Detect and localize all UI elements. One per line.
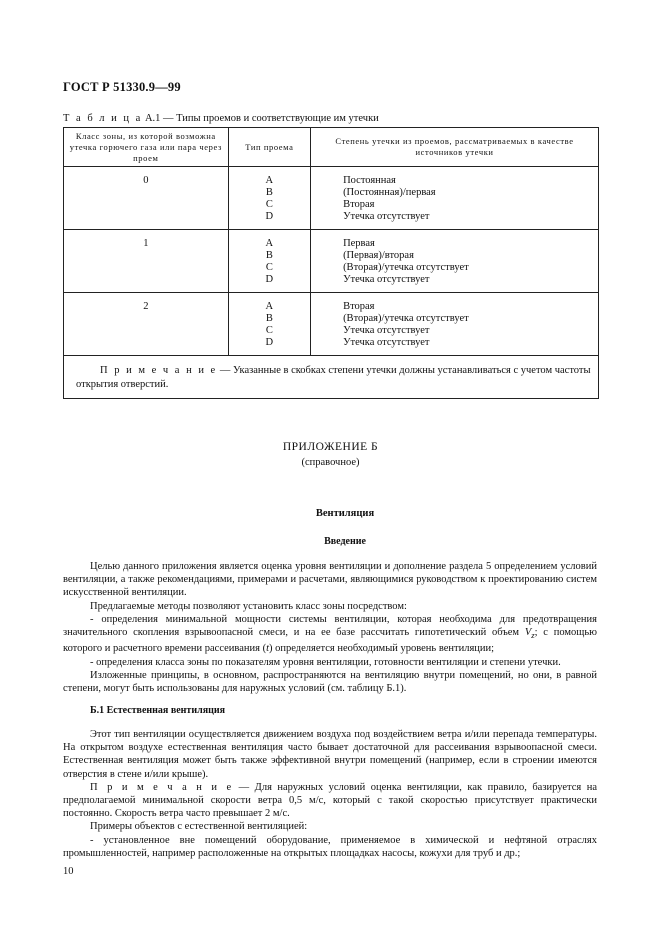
table-row bbox=[64, 293, 599, 356]
note-label: П р и м е ч а н и е bbox=[90, 781, 234, 793]
paragraph-part: ; с помощью которого и расчетного времени рассеивания ( bbox=[63, 627, 597, 655]
type-item: A bbox=[265, 301, 274, 312]
table-caption-text: А.1 — Типы проемов и соответствующие им утечки bbox=[142, 113, 379, 124]
type-item: B bbox=[265, 313, 273, 324]
type-item: C bbox=[265, 325, 273, 336]
paragraph-part: ) определяется необходимый уровень вентиляции; bbox=[269, 643, 495, 655]
note-text: — Указанные в скобках степени утечки должны устанавливаться с учетом частоты открытия отверстий. bbox=[76, 365, 591, 390]
page-number: 10 bbox=[63, 866, 74, 877]
paragraph: Изложенные принципы, в основном, распространяются на вентиляцию внутри помещений, но они, в равной степени, могут быть использованы для наружных условий (см. таблицу Б.1). bbox=[63, 669, 597, 694]
leaks-cell bbox=[311, 230, 599, 293]
paragraph-part: - определения минимальной мощности системы вентиляции, которая необходима для предотвращения значительного скопления взрывоопасной смеси, и на ее базе рассчитать гипотетический объем bbox=[63, 613, 597, 639]
type-item: B bbox=[265, 250, 273, 261]
types-cell bbox=[228, 167, 310, 230]
header-leak-grade: Степень утечки из проемов, рассматриваемых в качестве источников утечки bbox=[311, 128, 599, 167]
paragraph-part: — Для наружных условий оценка вентиляции, как правило, базируется на предполагаемой минимальной скорости ветра 0,5 м/с, который с такой скоростью присутствует практически постоянно. Скорость ветра часто превышает 2 м/с. bbox=[63, 781, 597, 820]
paragraph: Этот тип вентиляции осуществляется движением воздуха под воздействием ветра и/или перепада температуры. На открытом воздухе естественная вентиляция часто бывает достаточной для рассеивания взрывоопасной смеси. Естественная вентиляция может быть также эффективной внутри помещений (например, если в строении имеются отверстия в стене и/или крыше). bbox=[63, 729, 597, 780]
types-cell bbox=[228, 293, 310, 356]
leak-item: Постоянная bbox=[343, 175, 396, 186]
type-item: D bbox=[265, 211, 274, 222]
table-row bbox=[64, 230, 599, 293]
type-item: D bbox=[265, 274, 274, 285]
table-caption-prefix: Т а б л и ц а bbox=[63, 113, 143, 124]
variable-t: t bbox=[266, 643, 269, 655]
paragraph: Целью данного приложения является оценка уровня вентиляции и дополнение раздела 5 определением условий вентиляции, а также рекомендациями, примерами и расчетами, являющимися руководством к проектированию систем искусственной вентиляции. bbox=[63, 561, 597, 599]
openings-table bbox=[63, 127, 599, 399]
paragraph: Примеры объектов с естественной вентиляцией: bbox=[90, 821, 308, 833]
leaks-cell bbox=[311, 293, 599, 356]
variable-subscript: z bbox=[531, 630, 535, 641]
type-item: A bbox=[265, 175, 274, 186]
leak-item: Первая bbox=[343, 238, 375, 249]
appendix-heading: Вентиляция bbox=[315, 508, 375, 519]
table-note bbox=[64, 356, 599, 399]
intro-text bbox=[63, 560, 597, 695]
leaks-cell bbox=[311, 167, 599, 230]
section-heading-b1: Б.1 Естественная вентиляция bbox=[90, 705, 226, 716]
type-item: B bbox=[265, 187, 273, 198]
leak-item: Утечка отсутствует bbox=[343, 274, 430, 285]
type-item: A bbox=[265, 238, 274, 249]
leak-item: (Первая)/вторая bbox=[343, 250, 414, 261]
type-item: C bbox=[265, 262, 273, 273]
zone-cell: 0 bbox=[64, 167, 229, 230]
type-item: D bbox=[265, 337, 274, 348]
leak-item: (Вторая)/утечка отсутствует bbox=[343, 262, 469, 273]
header-zone-class: Класс зоны, из которой возможна утечка горючего газа или пара через проем bbox=[64, 128, 229, 167]
paragraph bbox=[63, 781, 597, 821]
variable-v: V bbox=[524, 627, 532, 639]
table-caption bbox=[63, 113, 379, 124]
leak-item: Вторая bbox=[343, 301, 375, 312]
leak-item: Утечка отсутствует bbox=[343, 337, 430, 348]
paragraph: - установленное вне помещений оборудование, применяемое в химической и нефтяной отраслях промышленностей, например расположенные на открытых площадках насосы, кожухи для труб и др.; bbox=[63, 834, 597, 859]
header-opening-type: Тип проема bbox=[228, 128, 310, 167]
types-cell bbox=[228, 230, 310, 293]
table-header-row bbox=[64, 128, 599, 167]
leak-item: (Вторая)/утечка отсутствует bbox=[343, 313, 469, 324]
appendix-title: ПРИЛОЖЕНИЕ Б bbox=[282, 441, 379, 453]
leak-item: (Постоянная)/первая bbox=[343, 187, 436, 198]
paragraph bbox=[63, 613, 597, 656]
document-code: ГОСТ Р 51330.9—99 bbox=[63, 80, 181, 94]
paragraph: - определения класса зоны по показателям уровня вентиляции, готовности вентиляции и степени утечки. bbox=[90, 656, 561, 668]
leak-item: Утечка отсутствует bbox=[343, 211, 430, 222]
leak-item: Вторая bbox=[343, 199, 375, 210]
zone-cell: 2 bbox=[64, 293, 229, 356]
table-row bbox=[64, 167, 599, 230]
table-note-row bbox=[64, 356, 599, 399]
section-b1-text bbox=[63, 728, 597, 860]
zone-cell: 1 bbox=[64, 230, 229, 293]
appendix-subtitle: (справочное) bbox=[301, 457, 360, 468]
type-item: C bbox=[265, 199, 273, 210]
leak-item: Утечка отсутствует bbox=[343, 325, 430, 336]
note-label: П р и м е ч а н и е bbox=[100, 365, 218, 376]
paragraph: Предлагаемые методы позволяют установить класс зоны посредством: bbox=[90, 600, 407, 612]
intro-heading: Введение bbox=[324, 536, 366, 547]
